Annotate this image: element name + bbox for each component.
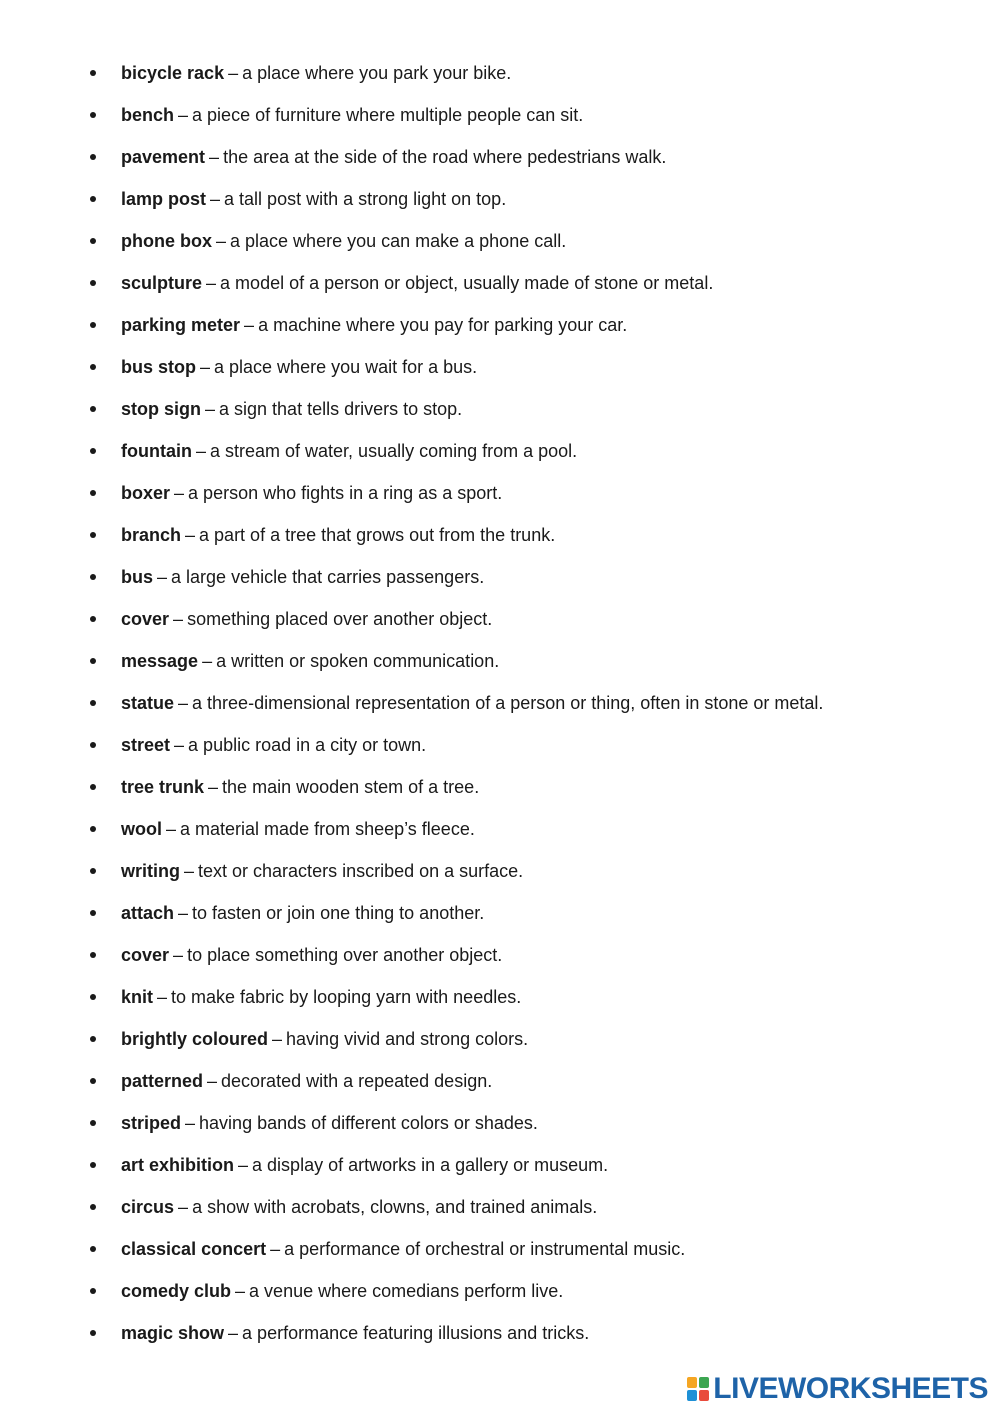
bullet-icon <box>90 700 96 706</box>
vocab-item <box>90 982 970 1024</box>
vocab-definition: to place something over another object. <box>187 945 503 965</box>
vocab-definition: a machine where you pay for parking your car. <box>258 315 628 335</box>
vocab-definition: the area at the side of the road where pedestrians walk. <box>223 147 667 167</box>
vocab-separator: – <box>195 441 206 461</box>
vocab-term: writing <box>121 861 180 881</box>
vocab-item <box>90 394 970 436</box>
logo-square <box>699 1377 709 1388</box>
vocab-term: bus stop <box>121 357 196 377</box>
vocab-definition: to make fabric by looping yarn with needles. <box>171 987 522 1007</box>
vocab-separator: – <box>174 483 185 503</box>
vocab-definition: a person who fights in a ring as a sport. <box>188 483 503 503</box>
vocab-separator: – <box>178 105 189 125</box>
bullet-icon <box>90 994 96 1000</box>
vocab-separator: – <box>166 819 177 839</box>
vocab-term: striped <box>121 1113 182 1133</box>
vocab-definition: decorated with a repeated design. <box>221 1071 493 1091</box>
vocab-item <box>90 646 970 688</box>
vocab-term: stop sign <box>121 399 201 419</box>
vocab-item <box>90 268 970 310</box>
vocab-item <box>90 58 970 100</box>
vocab-item <box>90 772 970 814</box>
vocab-separator: – <box>178 693 189 713</box>
vocab-term: tree trunk <box>121 777 205 797</box>
vocab-definition: a public road in a city or town. <box>188 735 427 755</box>
vocab-item <box>90 898 970 940</box>
vocab-definition: a sign that tells drivers to stop. <box>219 399 463 419</box>
vocab-separator: – <box>174 735 185 755</box>
vocab-term: classical concert <box>121 1239 267 1259</box>
vocab-item <box>90 604 970 646</box>
vocab-item <box>90 562 970 604</box>
vocab-separator: – <box>216 231 227 251</box>
vocab-separator: – <box>185 525 196 545</box>
vocab-term: message <box>121 651 199 671</box>
vocab-term: lamp post <box>121 189 207 209</box>
vocab-separator: – <box>184 861 195 881</box>
vocab-term: fountain <box>121 441 192 461</box>
bullet-icon <box>90 784 96 790</box>
vocab-item <box>90 730 970 772</box>
vocab-definition: a model of a person or object, usually made of stone or metal. <box>220 273 714 293</box>
vocab-term: parking meter <box>121 315 241 335</box>
vocab-definition: to fasten or join one thing to another. <box>192 903 485 923</box>
vocab-item <box>90 352 970 394</box>
vocab-separator: – <box>178 903 189 923</box>
logo-square <box>687 1390 697 1401</box>
bullet-icon <box>90 574 96 580</box>
vocab-item <box>90 856 970 898</box>
vocab-term: statue <box>121 693 175 713</box>
vocab-term: sculpture <box>121 273 203 293</box>
vocab-item <box>90 310 970 352</box>
vocab-term: phone box <box>121 231 212 251</box>
vocab-separator: – <box>157 567 168 587</box>
vocab-term: knit <box>121 987 154 1007</box>
vocab-definition: the main wooden stem of a tree. <box>222 777 480 797</box>
vocabulary-list <box>90 58 970 1360</box>
vocab-definition: a performance of orchestral or instrumental music. <box>284 1239 686 1259</box>
vocab-separator: – <box>210 189 221 209</box>
logo-text: LIVEWORKSHEETS <box>713 1372 988 1405</box>
vocab-term: bench <box>121 105 175 125</box>
vocab-definition: a tall post with a strong light on top. <box>224 189 507 209</box>
vocab-item <box>90 1066 970 1108</box>
vocab-definition: a place where you park your bike. <box>242 63 512 83</box>
vocab-item <box>90 1192 970 1234</box>
vocab-item <box>90 184 970 226</box>
vocab-term: boxer <box>121 483 171 503</box>
vocab-item <box>90 1234 970 1276</box>
vocab-definition: a venue where comedians perform live. <box>249 1281 564 1301</box>
logo-square <box>687 1377 697 1388</box>
vocab-separator: – <box>157 987 168 1007</box>
vocab-term: street <box>121 735 171 755</box>
vocab-item <box>90 1108 970 1150</box>
vocab-term: wool <box>121 819 162 839</box>
logo-square <box>699 1390 709 1401</box>
bullet-icon <box>90 448 96 454</box>
vocab-term: patterned <box>121 1071 204 1091</box>
bullet-icon <box>90 1036 96 1042</box>
vocab-item <box>90 142 970 184</box>
bullet-icon <box>90 742 96 748</box>
bullet-icon <box>90 490 96 496</box>
vocab-item <box>90 520 970 562</box>
vocab-separator: – <box>270 1239 281 1259</box>
bullet-icon <box>90 910 96 916</box>
bullet-icon <box>90 322 96 328</box>
bullet-icon <box>90 1246 96 1252</box>
vocab-item <box>90 1024 970 1066</box>
vocab-definition: a performance featuring illusions and tricks. <box>242 1323 590 1343</box>
bullet-icon <box>90 1162 96 1168</box>
vocab-term: magic show <box>121 1323 225 1343</box>
vocab-separator: – <box>202 651 213 671</box>
bullet-icon <box>90 532 96 538</box>
vocab-item <box>90 478 970 520</box>
vocab-separator: – <box>244 315 255 335</box>
vocab-term: cover <box>121 945 170 965</box>
vocab-separator: – <box>173 945 184 965</box>
vocab-item <box>90 1150 970 1192</box>
vocab-separator: – <box>200 357 211 377</box>
vocab-definition: a display of artworks in a gallery or museum. <box>252 1155 609 1175</box>
vocab-definition: something placed over another object. <box>187 609 493 629</box>
vocab-term: circus <box>121 1197 175 1217</box>
vocab-term: brightly coloured <box>121 1029 269 1049</box>
vocab-definition: text or characters inscribed on a surface. <box>198 861 524 881</box>
liveworksheets-logo-icon <box>687 1377 709 1401</box>
vocab-item <box>90 1276 970 1318</box>
vocab-definition: a three-dimensional representation of a person or thing, often in stone or metal. <box>192 693 824 713</box>
bullet-icon <box>90 196 96 202</box>
vocab-separator: – <box>173 609 184 629</box>
vocab-term: bicycle rack <box>121 63 225 83</box>
bullet-icon <box>90 1078 96 1084</box>
vocab-item <box>90 940 970 982</box>
vocab-separator: – <box>178 1197 189 1217</box>
vocab-item <box>90 100 970 142</box>
bullet-icon <box>90 826 96 832</box>
bullet-icon <box>90 154 96 160</box>
liveworksheets-logo <box>687 1372 988 1406</box>
vocab-definition: a material made from sheep’s fleece. <box>180 819 475 839</box>
vocab-term: attach <box>121 903 175 923</box>
vocab-term: art exhibition <box>121 1155 235 1175</box>
vocab-separator: – <box>208 777 219 797</box>
vocab-separator: – <box>207 1071 218 1091</box>
vocab-definition: a piece of furniture where multiple people can sit. <box>192 105 584 125</box>
bullet-icon <box>90 868 96 874</box>
vocab-separator: – <box>209 147 220 167</box>
vocab-term: pavement <box>121 147 206 167</box>
vocab-item <box>90 814 970 856</box>
bullet-icon <box>90 238 96 244</box>
bullet-icon <box>90 112 96 118</box>
vocab-definition: a written or spoken communication. <box>216 651 500 671</box>
vocab-separator: – <box>206 273 217 293</box>
vocab-separator: – <box>185 1113 196 1133</box>
vocab-separator: – <box>205 399 216 419</box>
vocab-term: branch <box>121 525 182 545</box>
vocab-definition: a part of a tree that grows out from the trunk. <box>199 525 556 545</box>
vocab-definition: a show with acrobats, clowns, and trained animals. <box>192 1197 598 1217</box>
vocab-definition: having bands of different colors or shades. <box>199 1113 538 1133</box>
bullet-icon <box>90 1204 96 1210</box>
vocab-separator: – <box>238 1155 249 1175</box>
vocab-separator: – <box>272 1029 283 1049</box>
vocab-separator: – <box>228 1323 239 1343</box>
vocab-term: cover <box>121 609 170 629</box>
vocab-item <box>90 688 970 730</box>
bullet-icon <box>90 280 96 286</box>
vocab-item <box>90 436 970 478</box>
vocab-item <box>90 226 970 268</box>
vocab-item <box>90 1318 970 1360</box>
vocab-term: comedy club <box>121 1281 232 1301</box>
vocab-definition: a large vehicle that carries passengers. <box>171 567 485 587</box>
vocab-definition: having vivid and strong colors. <box>286 1029 529 1049</box>
bullet-icon <box>90 364 96 370</box>
bullet-icon <box>90 1288 96 1294</box>
vocab-definition: a place where you wait for a bus. <box>214 357 478 377</box>
vocab-definition: a stream of water, usually coming from a pool. <box>210 441 578 461</box>
vocab-definition: a place where you can make a phone call. <box>230 231 567 251</box>
vocab-term: bus <box>121 567 154 587</box>
vocab-separator: – <box>228 63 239 83</box>
bullet-icon <box>90 952 96 958</box>
bullet-icon <box>90 658 96 664</box>
bullet-icon <box>90 406 96 412</box>
bullet-icon <box>90 1330 96 1336</box>
bullet-icon <box>90 616 96 622</box>
bullet-icon <box>90 70 96 76</box>
bullet-icon <box>90 1120 96 1126</box>
vocab-separator: – <box>235 1281 246 1301</box>
